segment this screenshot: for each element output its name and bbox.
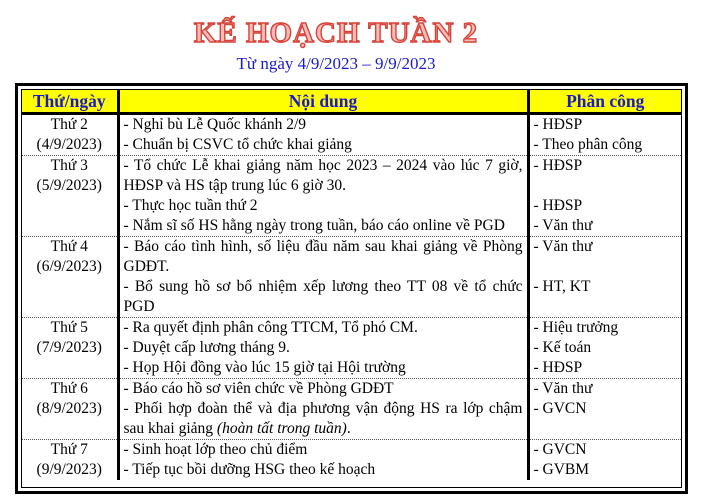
content-text: - Phối hợp đoàn thể và địa phương vận động HS ra lớp chậm sau khai giảng: [123, 400, 523, 437]
content-item: - Nghỉ bù Lễ Quốc khánh 2/9: [123, 116, 307, 133]
assign-cell: [528, 156, 681, 237]
assign-item: - GVCN: [533, 400, 587, 417]
day-label: Thứ 4: [50, 238, 88, 255]
day-cell: [22, 440, 118, 481]
table-row: [22, 440, 681, 481]
assign-cell: [528, 237, 681, 318]
table-row: [22, 379, 681, 440]
assign-item: - Văn thư: [533, 238, 593, 255]
content-item: - Bổ sung hồ sơ bổ nhiệm xếp lương theo TT 08 về tổ chức PGD: [123, 278, 523, 315]
page-title: KẾ HOẠCH TUẦN 2: [193, 17, 479, 49]
content-cell: [118, 318, 528, 379]
content-item: - Tổ chức Lễ khai giảng năm học 2023 – 2024 vào lúc 7 giờ, HĐSP và HS tập trung lúc 6 giờ 30.: [123, 157, 523, 194]
content-note: (hoàn tất trong tuần): [216, 420, 347, 437]
day-cell: [22, 156, 118, 237]
assign-item: - GVCN: [533, 441, 587, 458]
content-item: - Báo cáo hồ sơ viên chức về Phòng GDĐT: [123, 380, 394, 397]
day-label: Thứ 2: [50, 116, 88, 133]
content-item: - Thực học tuần thứ 2: [123, 197, 258, 214]
content-period: .: [346, 420, 351, 437]
content-item: - Nắm sĩ số HS hằng ngày trong tuần, báo cáo online về PGD: [123, 217, 505, 234]
content-cell: [118, 237, 528, 318]
day-label: Thứ 7: [50, 441, 88, 458]
content-cell: [118, 156, 528, 237]
assign-item: - Hiệu trưởng: [533, 319, 619, 336]
content-item: - Sinh hoạt lớp theo chủ điểm: [123, 441, 308, 458]
day-label: Thứ 3: [50, 157, 88, 174]
date-range-subtitle: Từ ngày 4/9/2023 – 9/9/2023: [236, 54, 436, 73]
day-cell: [22, 379, 118, 440]
assign-cell: [528, 440, 681, 481]
table-row: [22, 114, 681, 156]
day-date: (5/9/2023): [36, 177, 102, 194]
assign-item: - HĐSP: [533, 157, 583, 174]
content-item: - Chuẩn bị CSVC tổ chức khai giảng: [123, 136, 352, 153]
assign-item: - Văn thư: [533, 217, 593, 234]
day-date: (8/9/2023): [36, 400, 102, 417]
assign-cell: [528, 114, 681, 156]
table-header-row: [22, 90, 681, 114]
content-item: [124, 399, 523, 439]
content-cell: [118, 114, 528, 156]
assign-item: - HĐSP: [533, 116, 583, 133]
assign-item: - HĐSP: [533, 197, 583, 214]
day-date: (6/9/2023): [36, 258, 102, 275]
day-date: (4/9/2023): [36, 136, 102, 153]
header-assign: Phân công: [528, 90, 681, 114]
content-item: - Tiếp tục bồi dưỡng HSG theo kế hoạch: [123, 461, 376, 478]
day-cell: [22, 114, 118, 156]
day-label: Thứ 6: [50, 380, 88, 397]
assign-item: - Theo phân công: [533, 136, 643, 153]
schedule-table-inner: [21, 89, 682, 488]
header-day: Thứ/ngày: [22, 90, 118, 114]
day-cell: [22, 318, 118, 379]
day-date: (9/9/2023): [36, 461, 102, 478]
assign-cell: [528, 318, 681, 379]
assign-spacer: [534, 176, 678, 196]
assign-item: - HĐSP: [533, 359, 583, 376]
table-row: [22, 156, 681, 237]
assign-item: - Văn thư: [533, 380, 593, 397]
assign-cell: [528, 379, 681, 440]
table-row: [22, 237, 681, 318]
content-item: - Họp Hội đồng vào lúc 15 giờ tại Hội trường: [123, 359, 406, 376]
day-label: Thứ 5: [50, 319, 88, 336]
content-cell: [118, 379, 528, 440]
schedule-table-frame: [15, 83, 688, 494]
assign-item: - HT, KT: [533, 278, 591, 295]
schedule-table: [22, 90, 681, 480]
table-row: [22, 318, 681, 379]
content-item: - Ra quyết định phân công TTCM, Tổ phó CM.: [123, 319, 418, 336]
day-date: (7/9/2023): [36, 339, 102, 356]
assign-spacer: [534, 257, 678, 277]
header-content: Nội dung: [118, 90, 528, 114]
content-item: - Duyệt cấp lương tháng 9.: [123, 339, 290, 356]
content-item: - Báo cáo tình hình, số liệu đầu năm sau khai giảng về Phòng GDĐT.: [123, 238, 523, 275]
assign-item: - GVBM: [533, 461, 590, 478]
assign-item: - Kế toán: [533, 339, 592, 356]
content-cell: [118, 440, 528, 481]
day-cell: [22, 237, 118, 318]
